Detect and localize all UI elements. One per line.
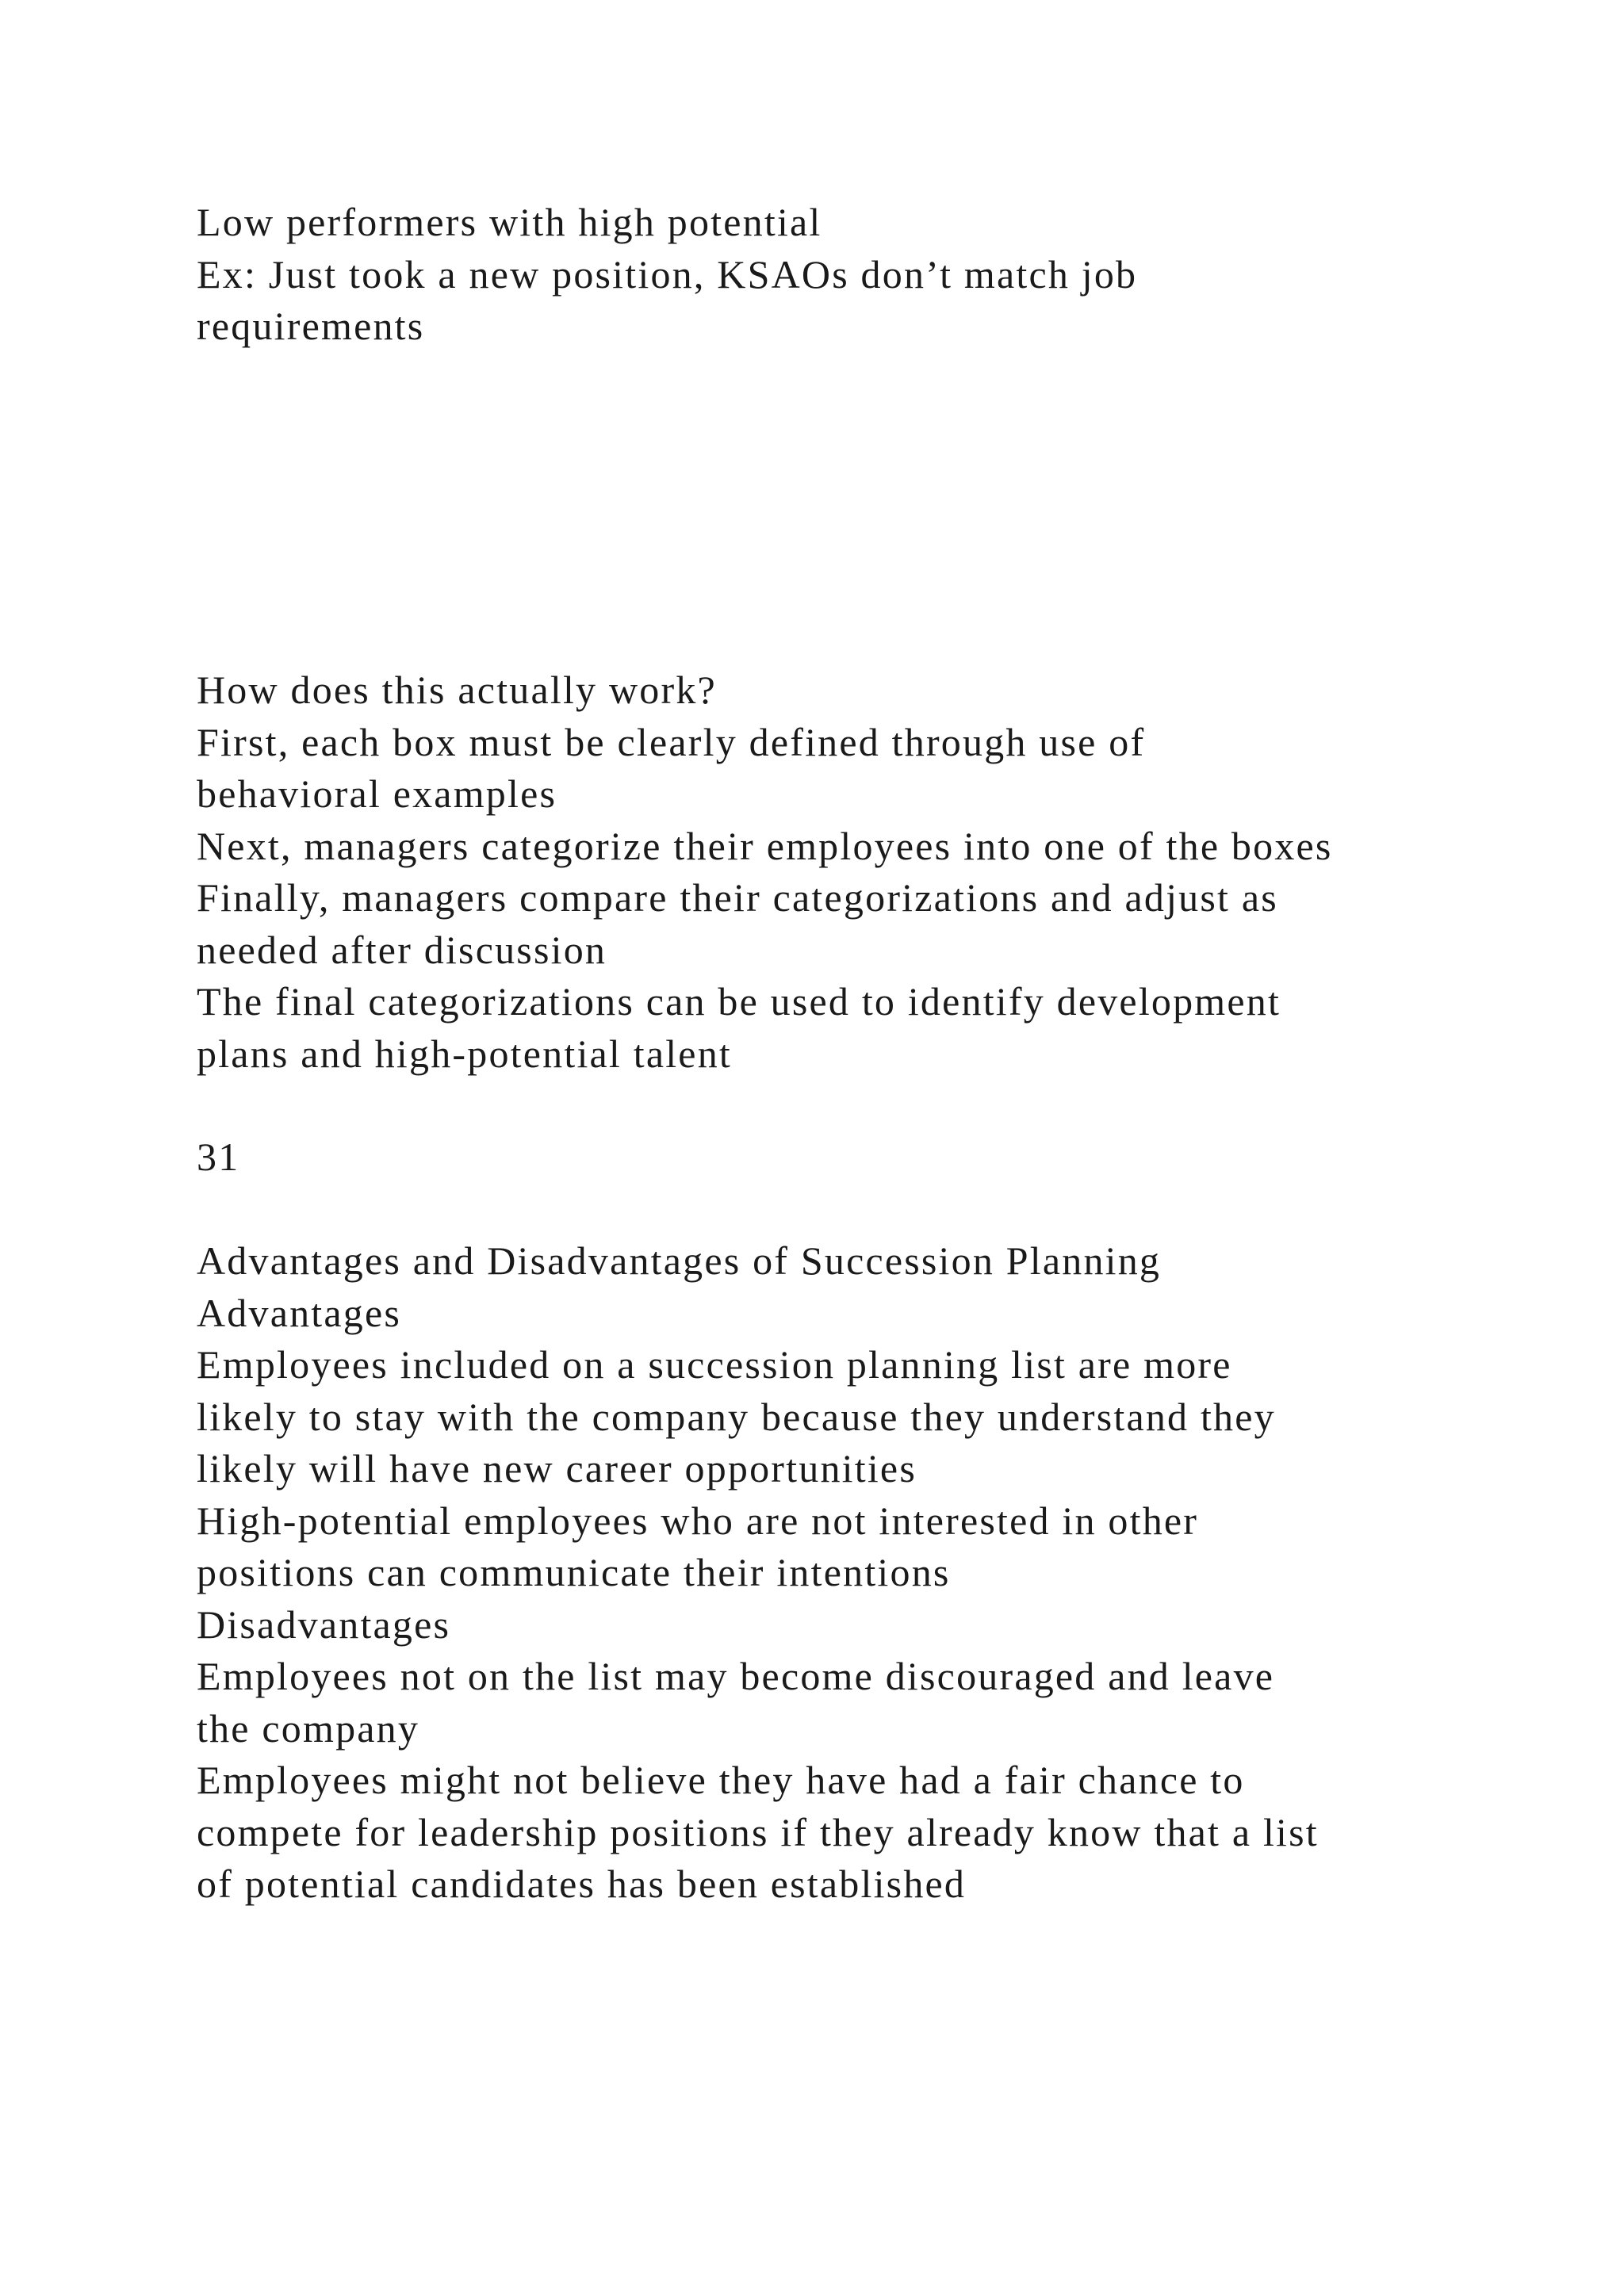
text-line: How does this actually work? bbox=[197, 668, 717, 712]
text-line: needed after discussion bbox=[197, 927, 607, 972]
text-line: positions can communicate their intentions bbox=[197, 1550, 951, 1594]
text-line: likely to stay with the company because they understand they bbox=[197, 1394, 1276, 1439]
text-line: compete for leadership positions if they already know that a list bbox=[197, 1809, 1319, 1854]
advantages-section bbox=[197, 1235, 1450, 1911]
page-number: 31 bbox=[197, 1135, 240, 1179]
subheading-advantages: Advantages bbox=[197, 1290, 402, 1335]
text-line: Low performers with high potential bbox=[197, 200, 822, 244]
text-line: Employees not on the list may become discouraged and leave bbox=[197, 1654, 1275, 1698]
text-line: Next, managers categorize their employees into one of the boxes bbox=[197, 823, 1333, 868]
text-line: Employees included on a succession planning list are more bbox=[197, 1342, 1232, 1387]
text-line: Ex: Just took a new position, KSAOs don’t match job bbox=[197, 251, 1138, 297]
text-line: requirements bbox=[197, 304, 425, 348]
text-line: behavioral examples bbox=[197, 771, 557, 816]
text-line: High-potential employees who are not interested in other bbox=[197, 1498, 1199, 1543]
text-line: the company bbox=[197, 1705, 420, 1751]
low-performers-section bbox=[197, 197, 1450, 353]
text-line: First, each box must be clearly defined through use of bbox=[197, 719, 1146, 764]
section-heading: Advantages and Disadvantages of Succession Planning bbox=[197, 1238, 1162, 1283]
text-line: of potential candidates has been established bbox=[197, 1862, 967, 1906]
text-line: Finally, managers compare their categorizations and adjust as bbox=[197, 875, 1278, 920]
subheading-disadvantages: Disadvantages bbox=[197, 1601, 451, 1647]
text-line: Employees might not believe they have had a fair chance to bbox=[197, 1758, 1245, 1802]
text-line: The final categorizations can be used to identify development bbox=[197, 979, 1281, 1024]
text-line: plans and high-potential talent bbox=[197, 1031, 732, 1076]
how-it-works-section bbox=[197, 664, 1450, 1080]
page-number-block bbox=[197, 1131, 1450, 1184]
text-line: likely will have new career opportunities bbox=[197, 1446, 917, 1490]
